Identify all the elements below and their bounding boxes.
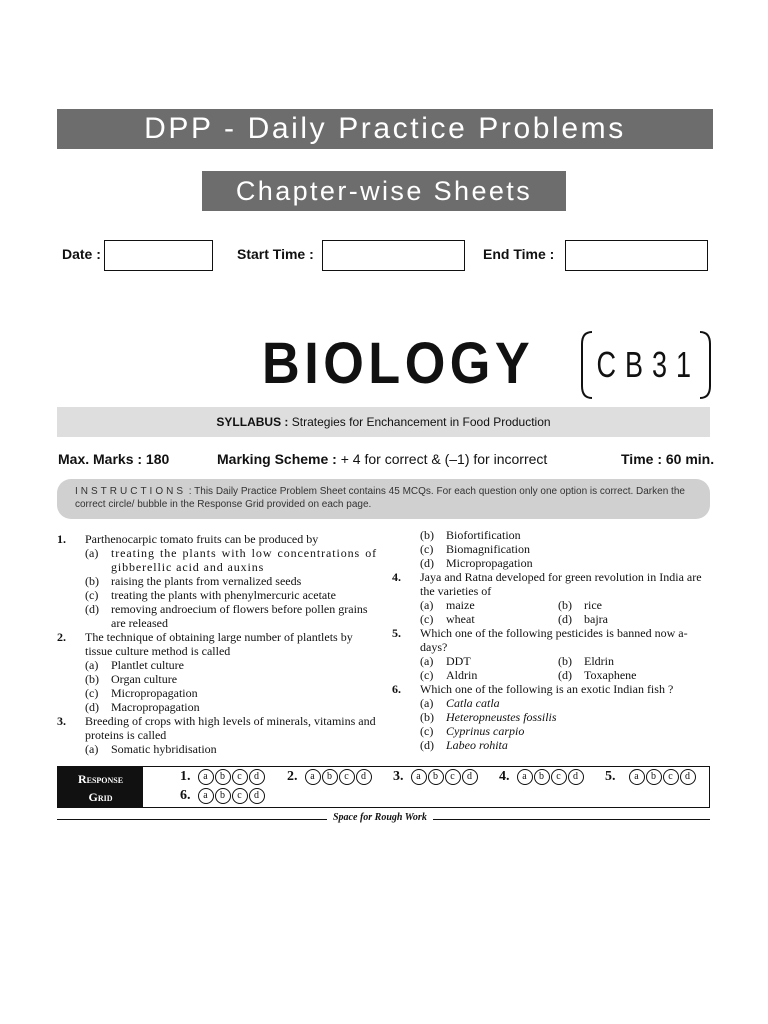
response-grid-label: Response Grid [58,767,143,807]
bubble-2d[interactable]: d [356,769,372,785]
start-time-field[interactable] [322,240,465,271]
question-text: The technique of obtaining large number of plantlets by tissue culture method is called [85,630,353,658]
question-5: 5. Which one of the following pesticides is banned now a-days? [392,626,688,654]
option-3c[interactable]: (c) Biomagnification [420,542,530,556]
question-2: 2. The technique of obtaining large number of plantlets by tissue culture method is called [57,630,353,658]
page-title: DPP - Daily Practice Problems [57,109,713,149]
question-text: Breeding of crops with high levels of minerals, vitamins and proteins is called [85,714,376,742]
grid-item-2: 2. a b c d [287,769,372,785]
option-5b[interactable]: (b) Eldrin [558,654,614,668]
options-5-row2 [420,668,712,682]
right-column [392,528,712,752]
option-1b[interactable]: (b) raising the plants from vernalized seeds [85,574,302,588]
options-4-row2 [420,612,712,626]
bubble-2c[interactable]: c [339,769,355,785]
bubble-1d[interactable]: d [249,769,265,785]
option-4c[interactable]: (c) wheat [420,612,475,626]
marking-scheme [217,451,547,467]
marking-scheme-label: Marking Scheme : [217,451,337,467]
question-1: 1. Parthenocarpic tomato fruits can be produced by [57,532,319,546]
date-label: Date : [62,246,101,262]
question-text: Which one of the following is an exotic Indian fish ? [420,682,674,696]
bubble-4d[interactable]: d [568,769,584,785]
option-2d[interactable]: (d) Macropropagation [85,700,200,714]
bubble-5c[interactable]: c [663,769,679,785]
bubble-2a[interactable]: a [305,769,321,785]
option-3b[interactable]: (b) Biofortification [420,528,521,542]
options-4-row1 [420,598,712,612]
date-field[interactable] [104,240,213,271]
bubble-4a[interactable]: a [517,769,533,785]
bubble-3b[interactable]: b [428,769,444,785]
option-6a[interactable]: (a) Catla catla [420,696,500,710]
option-4a[interactable]: (a) maize [420,598,475,612]
subject-title: BIOLOGY [262,331,535,396]
option-6c[interactable]: (c) Cyprinus carpio [420,724,525,738]
max-marks: Max. Marks : 180 [58,451,170,467]
bubble-1b[interactable]: b [215,769,231,785]
end-time-field[interactable] [565,240,708,271]
bubble-6c[interactable]: c [232,788,248,804]
left-column [57,532,377,756]
bubble-3c[interactable]: c [445,769,461,785]
question-text: Which one of the following pesticides is banned now a-days? [420,626,688,654]
option-1d[interactable]: (d) removing androecium of flowers before pollen grains are released [85,602,368,630]
bubble-4c[interactable]: c [551,769,567,785]
options-5-row1 [420,654,712,668]
question-text: Parthenocarpic tomato fruits can be produced by [85,532,319,546]
option-4b[interactable]: (b) rice [558,598,602,612]
grid-item-6: 6. a b c d [180,788,265,804]
grid-item-3: 3. a b c d [393,769,478,785]
option-5c[interactable]: (c) Aldrin [420,668,478,682]
bubble-1c[interactable]: c [232,769,248,785]
syllabus-text: Strategies for Enchancement in Food Production [291,415,551,429]
bubble-6d[interactable]: d [249,788,265,804]
subject-code [580,330,712,400]
instructions-box [57,479,710,519]
option-3a[interactable]: (a) Somatic hybridisation [85,742,217,756]
syllabus-bar [57,407,710,437]
grid-item-5: 5. a b c d [605,769,696,785]
bubble-5d[interactable]: d [680,769,696,785]
option-1c[interactable]: (c) treating the plants with phenylmercuric acetate [85,588,336,602]
grid-item-4: 4. a b c d [499,769,584,785]
option-5d[interactable]: (d) Toxaphene [558,668,637,682]
bubble-6a[interactable]: a [198,788,214,804]
grid-item-1: 1. a b c d [180,769,265,785]
question-6: 6. Which one of the following is an exotic Indian fish ? [392,682,674,696]
option-1a[interactable]: (a) treating the plants with low concentrations of gibberellic acid and auxins [85,546,377,574]
bubble-3d[interactable]: d [462,769,478,785]
option-2c[interactable]: (c) Micropropagation [85,686,198,700]
option-5a[interactable]: (a) DDT [420,654,471,668]
bubble-5b[interactable]: b [646,769,662,785]
bubble-3a[interactable]: a [411,769,427,785]
question-3: 3. Breeding of crops with high levels of minerals, vitamins and proteins is called [57,714,376,742]
bubble-4b[interactable]: b [534,769,550,785]
option-3d[interactable]: (d) Micropropagation [420,556,533,570]
option-6b[interactable]: (b) Heteropneustes fossilis [420,710,557,724]
bubble-6b[interactable]: b [215,788,231,804]
subject-code-text: CB31 [596,344,701,385]
option-2b[interactable]: (b) Organ culture [85,672,178,686]
bubble-2b[interactable]: b [322,769,338,785]
bubble-1a[interactable]: a [198,769,214,785]
bubble-5a[interactable]: a [629,769,645,785]
question-text: Jaya and Ratna developed for green revolution in India are the varieties of [420,570,702,598]
syllabus-label: SYLLABUS : [216,415,289,429]
instructions-text: : This Daily Practice Problem Sheet contains 45 MCQs. For each question only one option is correct. Darken the correct circle/ bubble in the Response Grid provided on each page. [75,486,685,510]
end-time-label: End Time : [483,246,555,262]
time-limit: Time : 60 min. [621,451,715,467]
start-time-label: Start Time : [237,246,314,262]
page-subtitle: Chapter-wise Sheets [202,171,566,211]
response-grid [57,766,710,808]
option-6d[interactable]: (d) Labeo rohita [420,738,508,752]
option-4d[interactable]: (d) bajra [558,612,608,626]
marking-scheme-text: + 4 for correct & (–1) for incorrect [340,451,548,467]
rough-work-label: Space for Rough Work [327,812,433,823]
option-2a[interactable]: (a) Plantlet culture [85,658,184,672]
question-4: 4. Jaya and Ratna developed for green revolution in India are the varieties of [392,570,702,598]
instructions-label: INSTRUCTIONS [75,486,186,497]
